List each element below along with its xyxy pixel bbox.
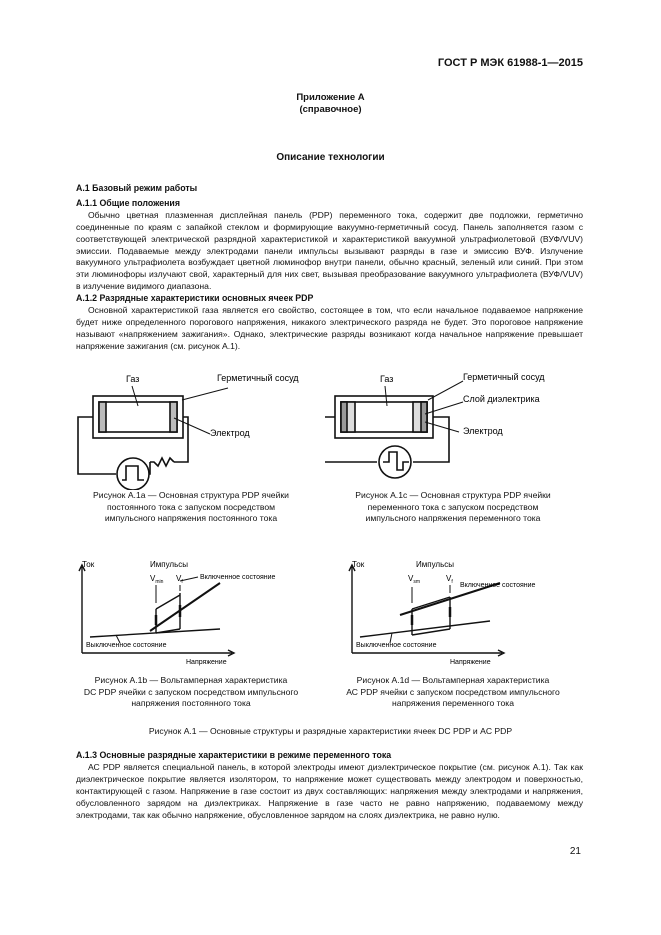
- caption-line: постоянного тока с запуском посредством: [106, 501, 276, 512]
- v-subscript: sm: [413, 579, 421, 585]
- label-pulses: Импульсы: [150, 560, 188, 569]
- label-vf: [446, 574, 453, 585]
- document-number: ГОСТ Р МЭК 61988-1—2015: [437, 57, 583, 69]
- label-gas: Газ: [126, 374, 140, 384]
- label-pulses: Импульсы: [416, 560, 454, 569]
- caption-line: переменного тока с запуском посредством: [367, 501, 539, 512]
- label-electrode: Электрод: [463, 426, 503, 436]
- annex-subtitle: (справочное): [299, 104, 362, 115]
- axis-label-voltage: Напряжение: [450, 659, 491, 666]
- label-electrode: Электрод: [210, 428, 250, 438]
- figure-a1c-diagram: [325, 362, 605, 490]
- paragraph-a11: Обычно цветная плазменная дисплейная панель (PDP) переменного тока, содержит две подложки, герметично соединенные по краям с запайкой стеклом и формирующие вакуумно-герметичный сосуд. Панель заполняется газом с соответствующей электрической разрядной характеристикой и характеристикой вакуумной ультрафиолетовой (ВУФ/VUV) эмиссии. Подаваемые между электродами панели импульсы вызывают разряды в газе и эмиссию ВУФ. Излучение вакуумного ультрафиолета возбуждает цветной люминофор внутри панели, обычно красный, зеленый или синий. При этом эти люминофоры излучают свой, характерный для них свет, вызывая преобразование вакуумного ультрафиолета (ВУФ/VUV) в излучение видимого диапазона.: [76, 209, 583, 292]
- caption-a1b: [56, 675, 326, 710]
- axis-label-current: Ток: [352, 560, 365, 569]
- axis-label-current: Ток: [82, 560, 95, 569]
- figure-a1a-diagram: [60, 362, 340, 490]
- section-a13: [76, 750, 583, 821]
- caption-line: Рисунок А.1d — Вольтамперная характеристика: [356, 675, 550, 685]
- label-vsm: [408, 574, 420, 585]
- caption-line: импульсного напряжения постоянного тока: [104, 513, 278, 523]
- figure-a1b-chart: [60, 555, 310, 670]
- heading-a1: А.1 Базовый режим работы: [76, 183, 198, 193]
- caption-a1c: [318, 490, 588, 525]
- axis-label-voltage: Напряжение: [186, 659, 227, 666]
- paragraph-a12: Основной характеристикой газа является его свойство, состоящее в том, что если начальное подаваемое напряжение будет ниже определенного порогового напряжения, никакого электрического разряда не будет. Это пороговое напряжение называют «напряжением зажигания». Однако, электрические разряды возникают когда начальное напряжение превышает напряжение зажигания (см. рисунок А.1).: [76, 305, 583, 351]
- label-on-state: Включенное состояние: [460, 582, 536, 589]
- annex-title-block: [0, 92, 661, 116]
- caption-a1a: [56, 490, 326, 525]
- label-off-state: Выключенное состояние: [356, 642, 437, 649]
- label-vf: [176, 574, 183, 585]
- caption-line: импульсного напряжения переменного тока: [365, 513, 541, 523]
- section-a1: [76, 183, 583, 353]
- v-symbol: V: [176, 574, 182, 583]
- figure-a1-caption: Рисунок А.1 — Основные структуры и разрядные характеристики ячеек DC PDP и AC PDP: [148, 726, 513, 736]
- label-gas: Газ: [380, 374, 394, 384]
- label-off-state: Выключенное состояние: [86, 642, 167, 649]
- caption-a1d: [318, 675, 588, 710]
- v-symbol: V: [408, 574, 414, 583]
- annex-title: Приложение А: [296, 92, 365, 103]
- figure-a1d-chart: [330, 555, 580, 670]
- v-symbol: V: [446, 574, 452, 583]
- label-on-state: Включенное состояние: [200, 574, 276, 581]
- v-subscript: f: [451, 579, 453, 585]
- section-title: Описание технологии: [276, 152, 385, 163]
- caption-line: Рисунок А.1с — Основная структура PDP ячейки: [355, 490, 551, 500]
- paragraph-a13: АС PDP является специальной панель, в которой электроды имеют диэлектрическое покрытие (см. рисунок А.1). Так как диэлектрическое покрытие является изолятором, то напряжение может существовать между электродом и поверхностью, контактирующей с газом. Напряжение в газе состоит из двух составляющих: напряжения между электродами и напряжения, обусловленного зарядом на диэлектриках. Напряжение в газе часто не равно напряжению, подаваемому между электродами, так как обычно напряжение, обусловленное зарядом на слоях диэлектрика, не равно нулю.: [76, 761, 583, 820]
- caption-line: Рисунок А.1b — Вольтамперная характеристика: [94, 675, 288, 685]
- heading-a13: А.1.3 Основные разрядные характеристики в режиме переменного тока: [76, 750, 392, 760]
- caption-line: АС PDP ячейки с запуском посредством импульсного: [346, 686, 560, 697]
- label-vessel: Герметичный сосуд: [217, 373, 299, 383]
- caption-line: напряжения постоянного тока: [131, 698, 251, 708]
- label-vmin: [150, 574, 164, 585]
- heading-a11: А.1.1 Общие положения: [76, 197, 180, 208]
- v-symbol: V: [150, 574, 156, 583]
- page-number: 21: [569, 846, 581, 857]
- label-vessel: Герметичный сосуд: [463, 372, 545, 382]
- v-subscript: f: [181, 579, 183, 585]
- caption-line: Рисунок А.1а — Основная структура PDP ячейки: [93, 490, 289, 500]
- heading-a12: А.1.2 Разрядные характеристики основных ячеек PDP: [76, 293, 314, 304]
- v-subscript: min: [155, 579, 164, 585]
- caption-line: напряжения переменного тока: [391, 698, 515, 708]
- label-dielectric: Слой диэлектрика: [463, 394, 540, 404]
- caption-line: DC PDP ячейки с запуском посредством импульсного: [83, 686, 299, 697]
